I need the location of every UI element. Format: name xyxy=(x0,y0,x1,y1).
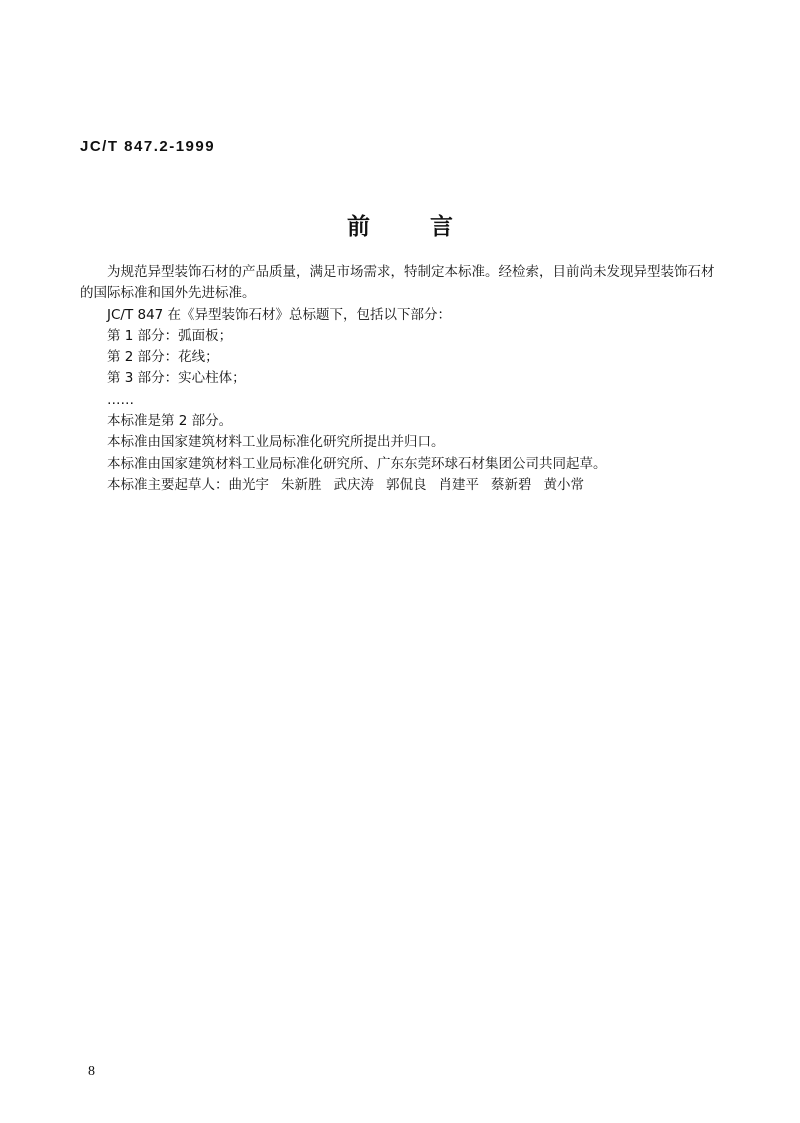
list-item-part-1: 第 1 部分：弧面板； xyxy=(107,327,233,344)
drafter-name: 郭侃良 xyxy=(386,476,427,493)
drafter-name: 曲光宇 xyxy=(228,476,269,493)
drafter-name: 黄小常 xyxy=(543,476,584,493)
list-item-part-3: 第 3 部分：实心柱体； xyxy=(107,370,246,387)
paragraph-drafting-units: 本标准由国家建筑材料工业局标准化研究所、广东东莞环球石材集团公司共同起草。 xyxy=(107,455,607,472)
drafter-name: 武庆涛 xyxy=(333,476,374,493)
drafters-label: 本标准主要起草人： xyxy=(107,476,229,493)
drafter-name: 蔡新碧 xyxy=(491,476,532,493)
paragraph-proposer: 本标准由国家建筑材料工业局标准化研究所提出并归口。 xyxy=(107,434,445,451)
paragraph-purpose: 为规范异型装饰石材的产品质量，满足市场需求，特制定本标准。经检索，目前尚未发现异型装饰石材的国际标准和国外先进标准。 xyxy=(80,264,715,302)
foreword-body xyxy=(80,262,720,496)
drafter-name: 肖建平 xyxy=(438,476,479,493)
paragraph-part-number: 本标准是第 2 部分。 xyxy=(107,413,233,430)
standard-code: JC/T 847.2-1999 xyxy=(80,138,216,155)
page-title xyxy=(0,208,800,241)
title-char-1: 前 xyxy=(347,214,370,240)
paragraph-structure: JC/T 847 在《异型装饰石材》总标题下，包括以下部分： xyxy=(107,306,452,323)
page-number: 8 xyxy=(88,1064,95,1079)
list-item-part-2: 第 2 部分：花线； xyxy=(107,349,219,366)
paragraph-drafters xyxy=(80,475,720,496)
list-ellipsis: …… xyxy=(107,391,134,408)
title-char-2: 言 xyxy=(430,214,453,240)
drafter-name: 朱新胜 xyxy=(281,476,322,493)
